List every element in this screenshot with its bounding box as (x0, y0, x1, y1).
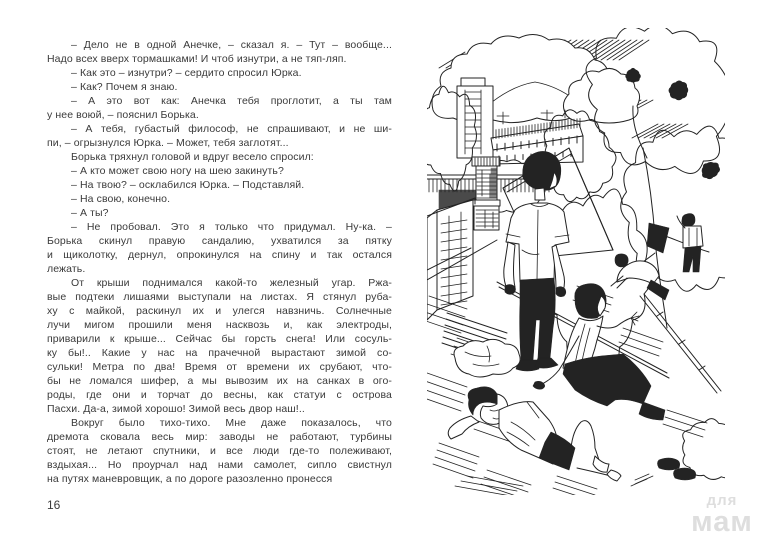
text-line: Вокруг было тихо-тихо. Мне даже показалось, что (71, 417, 392, 429)
rooftop-illustration (427, 28, 725, 495)
text-line: – Не пробовал. Это я только что придумал. Ну-ка. – (71, 221, 392, 233)
book-text-column (47, 38, 392, 486)
sandals (631, 458, 696, 486)
tower-building (457, 78, 493, 158)
text-line: сульки! Метра по два! Время от времени их срубают, что- (47, 361, 392, 373)
tree-boy-bending (611, 254, 669, 300)
rooftop-illustration-svg (427, 28, 725, 495)
text-line: Надо всех вверх тормашками! И чтоб изнутри, а не тяп-ляп. (47, 53, 347, 65)
brick-chimney (472, 157, 500, 230)
text-line: – Как? Почем я знаю. (71, 81, 178, 93)
text-line: бы не ломался шифер, а мы вывозим их на санках в ого- (47, 375, 392, 387)
text-line: вые подтеки лишаями выступали на листах. Я стянул руба- (47, 291, 392, 303)
page-number: 16 (47, 498, 61, 512)
text-line: стоят, не летают спутники, и все люди где-то полеживают, (47, 445, 392, 457)
text-line: на путях маневровщик, а по дороге разозленно пронесся (47, 473, 333, 485)
text-line: – А ты? (71, 207, 109, 219)
text-line: приварили к крыше... Сейчас бы горсть снега! Или сосуль- (47, 333, 392, 345)
text-line: Борька тряхнул головой и вдруг весело спросил: (71, 151, 314, 163)
text-line: – Дело не в одной Анечке, – сказал я. – Тут – вообще... (71, 39, 392, 51)
text-line: – Как это – изнутри? – сердито спросил Юрка. (71, 67, 302, 79)
text-line: вздыхая... Но проурчал над нами самолет, сипло свистнул (47, 459, 392, 471)
text-line: ху с майкой, раскинул их и улегся навзничь. Солнечные (47, 305, 392, 317)
text-line: – На свою, конечно. (71, 193, 171, 205)
watermark-line2: мам (691, 506, 753, 538)
watermark-line1: для (706, 492, 738, 509)
text-line: у нее воюй, – пояснил Борька. (47, 109, 199, 121)
text-line: и щиколотку, дернул, опрокинулся на спину и так остался (47, 249, 392, 261)
standing-boy (504, 151, 569, 371)
tree-boy-standing (677, 214, 703, 272)
brick-wall (427, 198, 475, 320)
text-line: – А это вот как: Анечка тебя проглотит, а ты там (71, 95, 392, 107)
text-line: лежать. (47, 263, 86, 275)
text-line: Борька скинул правую сандалию, ухватился за пятку (47, 235, 392, 247)
text-line: дремота сковала весь мир: заводы не работают, турбины (47, 431, 392, 443)
text-line: лучи мигом прошили меня насквозь и, как электроды, (47, 319, 392, 331)
watermark (678, 492, 766, 538)
text-line: роды, где они и торчат до весны, как статуи с острова (47, 389, 392, 401)
text-line: – А тебя, губастый философ, не спрашивают, и не ши- (71, 123, 392, 135)
text-line: От крыши поднимался какой-то железный угар. Ржа- (71, 277, 392, 289)
text-line: – На твою? – осклабился Юрка. – Подставляй. (71, 179, 305, 191)
text-line: ку бы!.. Какие у нас на прачечной вырастают зимой со- (47, 347, 392, 359)
text-line: Пасхи. Да-а, зимой хорошо! Зимой весь двор наш!.. (47, 403, 305, 415)
spread-shirt (454, 339, 520, 377)
text-line: – А кто может свою ногу на шею закинуть? (71, 165, 284, 177)
text-line: пи, – огрызнулся Юрка. – Может, тебя заглотят... (47, 137, 289, 149)
